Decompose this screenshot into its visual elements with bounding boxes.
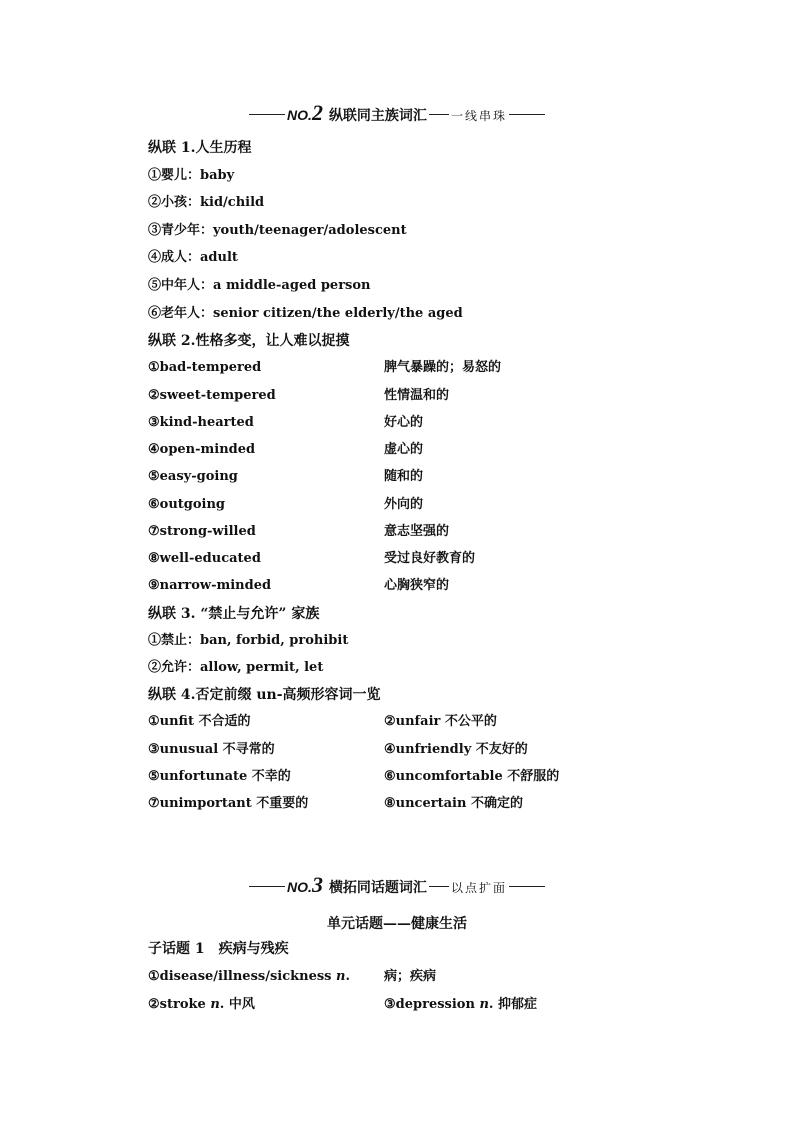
vocab-item	[148, 969, 350, 985]
vocab-item	[384, 997, 537, 1013]
vocab-en: ⑨narrow-minded	[148, 578, 272, 593]
vocab-cn: 意志坚强的	[384, 524, 450, 539]
section-subtitle: 一线串珠	[450, 109, 507, 123]
vocab-left: ⑦unimportant 不重要的	[148, 796, 309, 811]
vocab-right: ②unfair 不公平的	[384, 714, 497, 729]
vocab-cn: 好心的	[384, 415, 424, 430]
vocab-item	[148, 997, 255, 1013]
section-title: 纵联同主族词汇	[328, 108, 427, 124]
list-item: ②小孩：kid/child	[148, 195, 265, 210]
vocab-en: ⑦strong-willed	[148, 524, 256, 539]
vocab-left: ①unfit 不合适的	[148, 714, 251, 729]
vocab-right: ⑧uncertain 不确定的	[384, 796, 523, 811]
vocab-en: ②sweet-tempered	[148, 388, 276, 403]
vocab-cn: 受过良好教育的	[384, 551, 476, 566]
vocab-right: ④unfriendly 不友好的	[384, 742, 528, 757]
section-no-number: 3	[311, 872, 323, 897]
vocab-cn: 随和的	[384, 469, 424, 484]
heading-rule-left	[249, 886, 285, 887]
heading-rule-left	[249, 114, 285, 115]
section-no-label: NO.	[287, 107, 312, 123]
section-no-number: 2	[311, 100, 323, 125]
vocab-left: ⑤unfortunate 不幸的	[148, 769, 291, 784]
list-item: ④成人：adult	[148, 250, 238, 265]
vocab-en: ③depression	[384, 997, 480, 1012]
part-of-speech: n	[479, 997, 489, 1012]
vocab-cn: 心胸狭窄的	[384, 578, 450, 593]
group-title-life-stages: 纵联 1.人生历程	[148, 140, 252, 156]
vocab-en: ③kind-hearted	[148, 415, 254, 430]
vocab-cn: 脾气暴躁的；易怒的	[384, 360, 502, 375]
vocab-en: ①bad-tempered	[148, 360, 262, 375]
vocab-cn: 病；疾病	[384, 969, 437, 984]
section-heading-no3	[0, 872, 794, 898]
vocab-en: ①disease/illness/sickness	[148, 969, 337, 984]
part-of-speech: n	[210, 997, 220, 1012]
vocab-en: ⑥outgoing	[148, 497, 226, 512]
vocab-left: ③unusual 不寻常的	[148, 742, 275, 757]
subtopic-title: 子话题 1 疾病与残疾	[148, 941, 289, 957]
list-item: ③青少年：youth/teenager/adolescent	[148, 223, 407, 238]
vocab-en: ⑤easy-going	[148, 469, 238, 484]
vocab-en: ④open-minded	[148, 442, 256, 457]
group-title-personality: 纵联 2.性格多变，让人难以捉摸	[148, 333, 350, 349]
vocab-cn: . 中风	[219, 997, 255, 1012]
vocab-cn: 性情温和的	[384, 388, 450, 403]
list-item: ②允许：allow, permit, let	[148, 660, 324, 675]
list-item: ①婴儿：baby	[148, 168, 235, 183]
heading-rule-right	[509, 886, 545, 887]
heading-rule-mid	[429, 114, 449, 115]
vocab-en: ⑧well-educated	[148, 551, 261, 566]
heading-rule-mid	[429, 886, 449, 887]
section-heading-no2	[0, 100, 794, 126]
section-no-label: NO.	[287, 879, 312, 895]
vocab-en: ②stroke	[148, 997, 211, 1012]
part-of-speech: n	[336, 969, 346, 984]
section-subtitle: 以点扩面	[450, 881, 507, 895]
group-title-ban-allow: 纵联 3. “禁止与允许” 家族	[148, 606, 320, 622]
list-item: ①禁止：ban, forbid, prohibit	[148, 633, 349, 648]
vocab-cn: . 抑郁症	[488, 997, 537, 1012]
section-title: 横拓同话题词汇	[328, 880, 427, 896]
vocab-cn: 外向的	[384, 497, 424, 512]
heading-rule-right	[509, 114, 545, 115]
list-item: ⑤中年人：a middle-aged person	[148, 278, 371, 293]
vocab-right: ⑥uncomfortable 不舒服的	[384, 769, 560, 784]
unit-topic: 单元话题——健康生活	[327, 916, 467, 932]
list-item: ⑥老年人：senior citizen/the elderly/the aged	[148, 306, 463, 321]
vocab-punct: .	[345, 969, 351, 984]
vocab-cn: 虚心的	[384, 442, 424, 457]
group-title-un-prefix: 纵联 4.否定前缀 un-高频形容词一览	[148, 687, 381, 703]
